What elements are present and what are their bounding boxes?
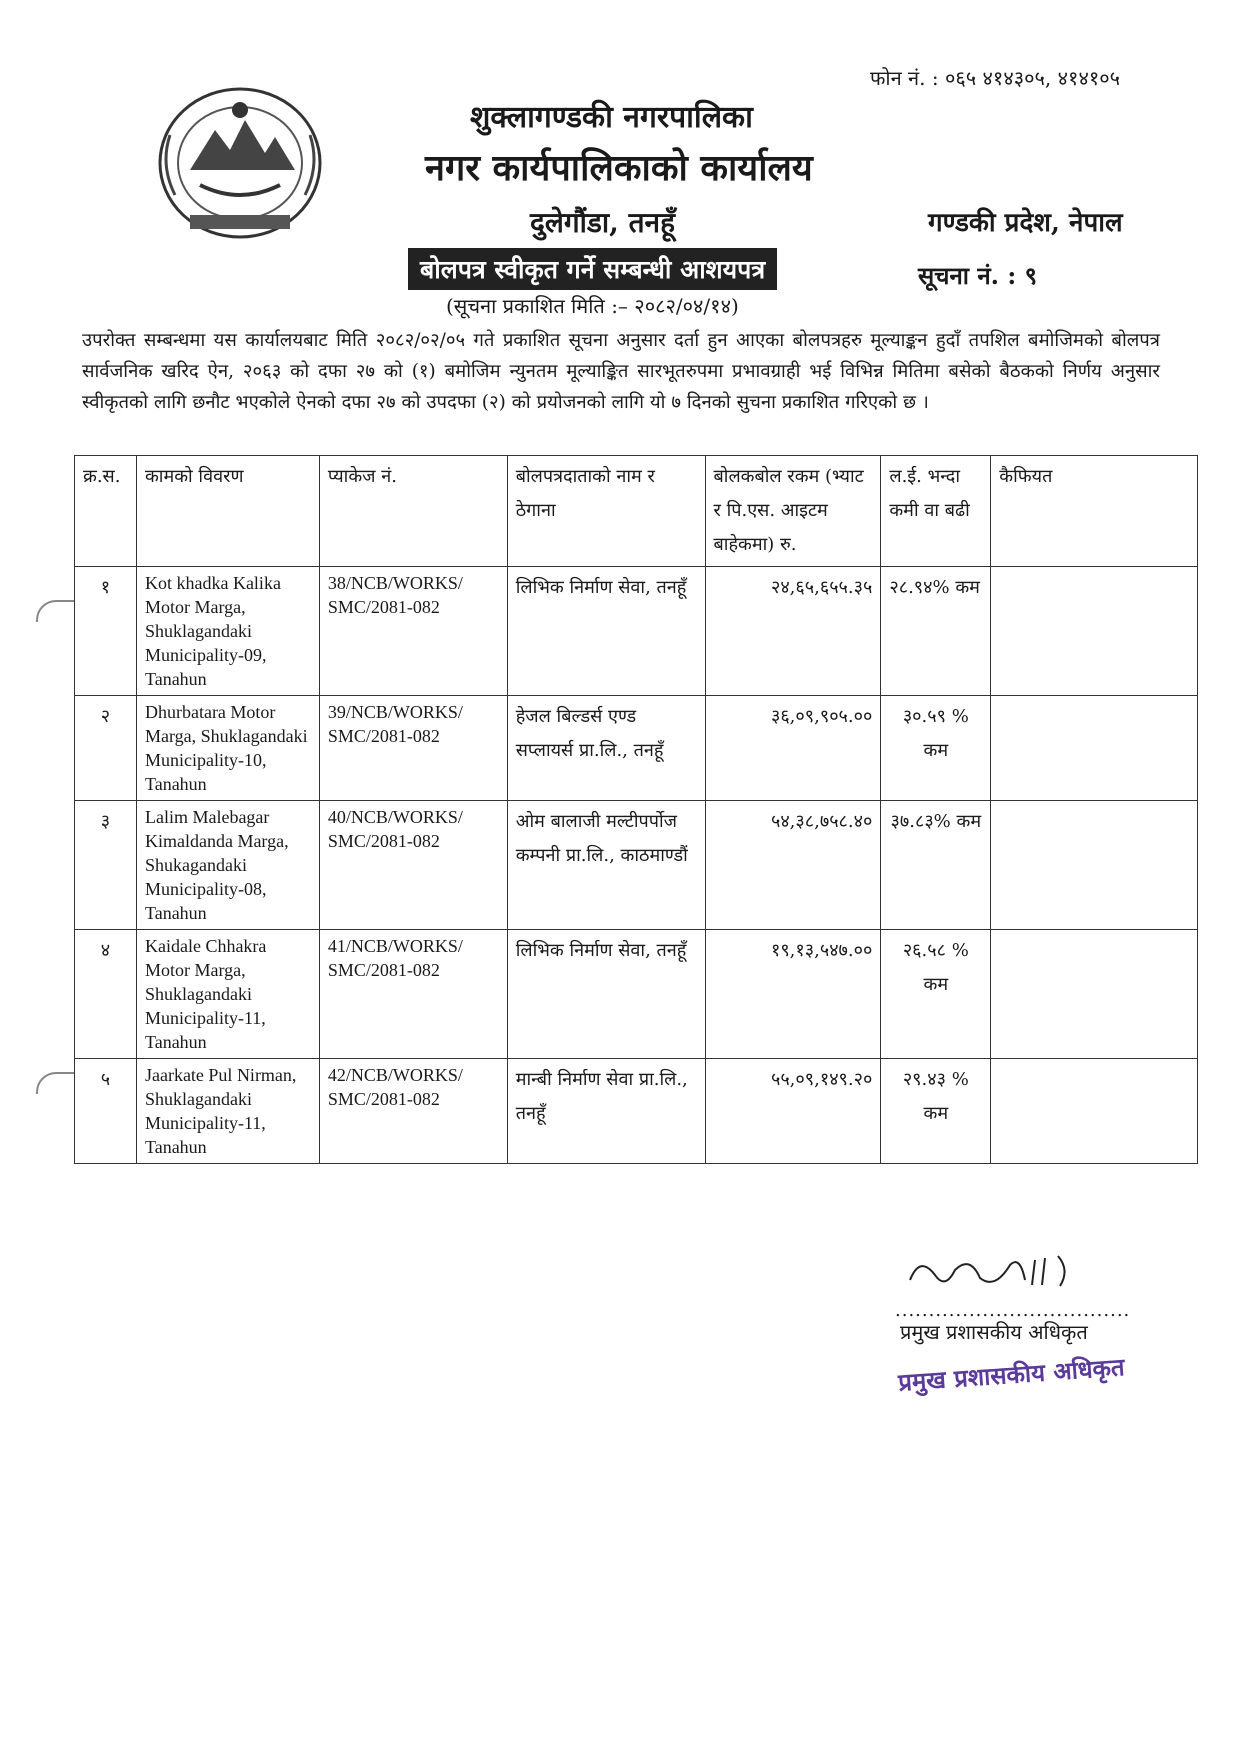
cell-package: 39/NCB/WORKS/ SMC/2081-082 (319, 696, 507, 801)
cell-sn: १ (75, 567, 137, 696)
header-work: कामको विवरण (136, 456, 319, 567)
punch-hole-mark (36, 1072, 74, 1094)
cell-remarks (991, 930, 1198, 1059)
phone-number: फोन नं. : ०६५ ४१४३०५, ४१४१०५ (870, 66, 1121, 90)
cell-package: 40/NCB/WORKS/ SMC/2081-082 (319, 801, 507, 930)
office-address: दुलेगौंडा, तनहूँ (530, 206, 675, 239)
notice-body-paragraph: उपरोक्त सम्बन्धमा यस कार्यालयबाट मिति २०८२/०२/०५ गते प्रकाशित सूचना अनुसार दर्ता हुन आएका बोलपत्रहरु मूल्याङ्कन हुदाँ तपशिल बमोजिमको बोलपत्र सार्वजनिक खरिद ऐन, २०६३ को दफा २७ को (१) बमोजिम न्युनतम मूल्याङ्कित सारभूतरुपमा प्रभावग्राही भई विभिन्न मितिमा बसेको बैठकको निर्णय अनुसार स्वीकृतको लागि छनौट भएकोले ऐनको दफा २७ को उपदफा (२) को प्रयोजनको लागि यो ७ दिनको सुचना प्रकाशित गरिएको छ । (82, 330, 1160, 413)
cell-work: Kaidale Chhakra Motor Marga, Shuklagandaki Municipality-11, Tanahun (136, 930, 319, 1059)
cell-work: Jaarkate Pul Nirman, Shuklagandaki Municipality-11, Tanahun (136, 1059, 319, 1164)
notice-number: सूचना नं. : ९ (918, 261, 1038, 290)
header-package: प्याकेज नं. (319, 456, 507, 567)
nepal-government-emblem-icon (150, 75, 330, 245)
cell-bidder: हेजल बिल्डर्स एण्ड सप्लायर्स प्रा.लि., तनहूँ (507, 696, 705, 801)
cell-sn: ४ (75, 930, 137, 1059)
table-header-row (75, 456, 1198, 567)
cell-remarks (991, 1059, 1198, 1164)
municipality-name: शुक्लागण्डकी नगरपालिका (470, 100, 753, 135)
cell-sn: २ (75, 696, 137, 801)
cell-package: 41/NCB/WORKS/ SMC/2081-082 (319, 930, 507, 1059)
table-row (75, 1059, 1198, 1164)
office-title: नगर कार्यपालिकाको कार्यालय (425, 147, 813, 189)
punch-hole-mark (36, 600, 74, 622)
bid-acceptance-table (74, 455, 1198, 1164)
signature-line: ................................... (895, 1300, 1131, 1321)
cell-remarks (991, 696, 1198, 801)
cell-amount: ३६,०९,९०५.०० (705, 696, 881, 801)
cell-bidder: लिभिक निर्माण सेवा, तनहूँ (507, 930, 705, 1059)
cell-package: 42/NCB/WORKS/ SMC/2081-082 (319, 1059, 507, 1164)
cell-bidder: मान्बी निर्माण सेवा प्रा.लि., तनहूँ (507, 1059, 705, 1164)
cell-work: Kot khadka Kalika Motor Marga, Shuklagandaki Municipality-09, Tanahun (136, 567, 319, 696)
cell-amount: १९,१३,५४७.०० (705, 930, 881, 1059)
header-amount: बोलकबोल रकम (भ्याट र पि.एस. आइटम बाहेकमा) रु. (705, 456, 881, 567)
cell-package: 38/NCB/WORKS/ SMC/2081-082 (319, 567, 507, 696)
cell-sn: ५ (75, 1059, 137, 1164)
cell-diff: २९.४३ % कम (881, 1059, 991, 1164)
published-date: (सूचना प्रकाशित मिति :– २०८२/०४/१४) (446, 294, 739, 318)
header-bidder: बोलपत्रदाताको नाम र ठेगाना (507, 456, 705, 567)
official-stamp: प्रमुख प्रशासकीय अधिकृत (897, 1352, 1126, 1397)
province-name: गण्डकी प्रदेश, नेपाल (928, 208, 1123, 238)
cell-remarks (991, 567, 1198, 696)
notice-subject: बोलपत्र स्वीकृत गर्ने सम्बन्धी आशयपत्र (408, 248, 777, 290)
table-row (75, 930, 1198, 1059)
cell-bidder: लिभिक निर्माण सेवा, तनहूँ (507, 567, 705, 696)
table-row (75, 567, 1198, 696)
signature-icon (900, 1250, 1110, 1298)
table-row (75, 696, 1198, 801)
cell-sn: ३ (75, 801, 137, 930)
cell-diff: ३०.५९ % कम (881, 696, 991, 801)
cell-work: Lalim Malebagar Kimaldanda Marga, Shukagandaki Municipality-08, Tanahun (136, 801, 319, 930)
cell-diff: २६.५८ % कम (881, 930, 991, 1059)
cell-remarks (991, 801, 1198, 930)
signatory-title: प्रमुख प्रशासकीय अधिकृत (900, 1320, 1088, 1344)
cell-amount: ५५,०९,१४९.२० (705, 1059, 881, 1164)
header-sn: क्र.स. (75, 456, 137, 567)
cell-diff: २८.९४% कम (881, 567, 991, 696)
cell-amount: ५४,३८,७५८.४० (705, 801, 881, 930)
cell-diff: ३७.८३% कम (881, 801, 991, 930)
cell-amount: २४,६५,६५५.३५ (705, 567, 881, 696)
header-diff: ल.ई. भन्दा कमी वा बढी (881, 456, 991, 567)
table-row (75, 801, 1198, 930)
cell-work: Dhurbatara Motor Marga, Shuklagandaki Municipality-10, Tanahun (136, 696, 319, 801)
header-remarks: कैफियत (991, 456, 1198, 567)
cell-bidder: ओम बालाजी मल्टीपर्पोज कम्पनी प्रा.लि., काठमाण्डौं (507, 801, 705, 930)
